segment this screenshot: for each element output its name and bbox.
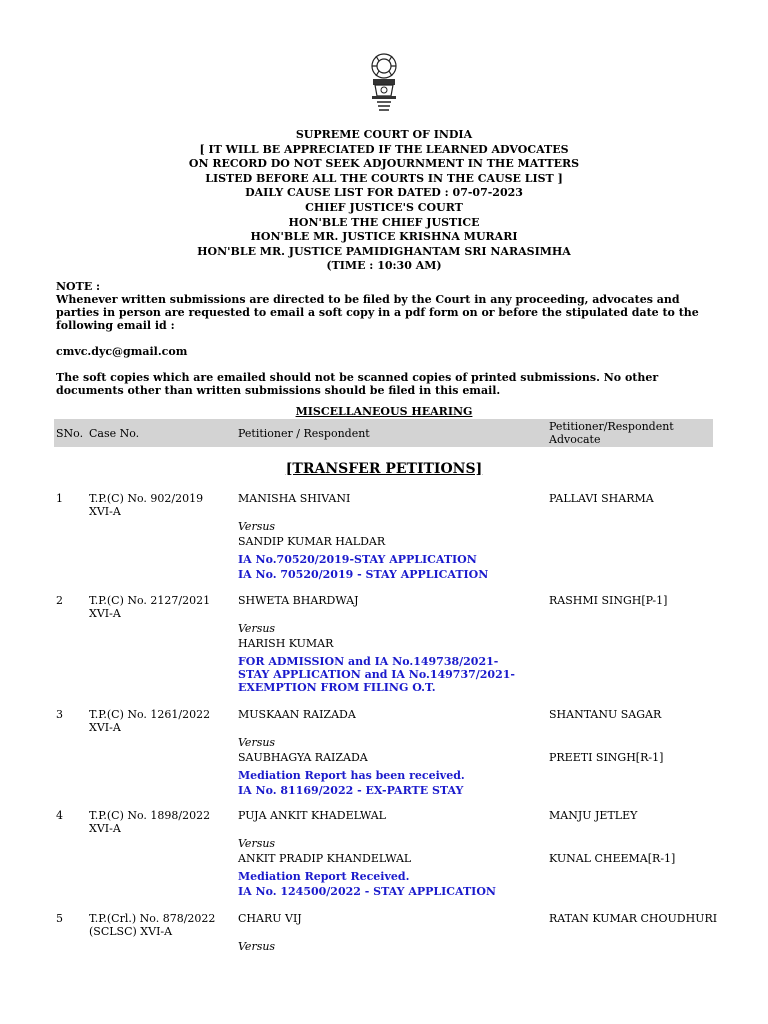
ia-detail: IA No. 124500/2022 - STAY APPLICATION xyxy=(238,885,496,898)
national-emblem-icon xyxy=(366,52,402,124)
ia-detail: IA No. 81169/2022 - EX-PARTE STAY xyxy=(238,784,464,797)
note-email: cmvc.dyc@gmail.com xyxy=(56,345,188,358)
group-title: [TRANSFER PETITIONS] xyxy=(285,461,483,477)
respondent-advocate: PREETI SINGH[R-1] xyxy=(549,751,664,764)
ia-detail: IA No.70520/2019-STAY APPLICATION xyxy=(238,553,477,566)
row-parties xyxy=(238,912,528,953)
case-section: XVI-A xyxy=(89,721,121,734)
cause-list-date: DAILY CAUSE LIST FOR DATED : 07-07-2023 xyxy=(245,186,523,200)
row-sno: 1 xyxy=(56,492,63,505)
notice-line-2: ON RECORD DO NOT SEEK ADJOURNMENT IN THE MATTERS xyxy=(188,157,580,171)
versus-label: Versus xyxy=(238,940,276,953)
versus-label: Versus xyxy=(238,622,276,635)
row-advocates xyxy=(549,809,729,865)
row-advocates xyxy=(549,708,729,764)
case-section: XVI-A xyxy=(89,607,121,620)
note-paragraph-2: The soft copies which are emailed should not be scanned copies of printed submissions. No other documents other than written submissions should be filed in this email. xyxy=(56,371,659,397)
respondent-name: SANDIP KUMAR HALDAR xyxy=(238,535,386,548)
court-title: CHIEF JUSTICE'S COURT xyxy=(305,200,463,214)
note-paragraph-1: Whenever written submissions are directed to be filed by the Court in any proceeding, advocates and parties in person are requested to email a soft copy in a pdf form on or before the stipulated date to the following email id : xyxy=(56,293,699,332)
row-sno: 2 xyxy=(56,594,63,607)
row-parties xyxy=(238,594,528,696)
row-parties xyxy=(238,492,528,583)
versus-label: Versus xyxy=(238,736,276,749)
case-number: T.P.(Crl.) No. 878/2022 xyxy=(89,912,216,925)
respondent-advocate: KUNAL CHEEMA[R-1] xyxy=(549,852,676,865)
header-advocate-line-1: Petitioner/Respondent xyxy=(549,420,674,433)
note-label: NOTE : xyxy=(56,280,101,293)
row-parties xyxy=(238,708,528,799)
document-header xyxy=(0,128,768,274)
row-advocates xyxy=(549,594,729,607)
row-case-no xyxy=(89,492,229,518)
row-sno: 4 xyxy=(56,809,63,822)
header-case-no: Case No. xyxy=(89,427,140,440)
petitioner-name: MANISHA SHIVANI xyxy=(238,492,351,505)
ia-detail: IA No. 70520/2019 - STAY APPLICATION xyxy=(238,568,489,581)
row-case-no xyxy=(89,809,229,835)
notes-section xyxy=(56,280,716,397)
petitioner-advocate: MANJU JETLEY xyxy=(549,809,638,822)
notice-line-3: LISTED BEFORE ALL THE COURTS IN THE CAUSE LIST ] xyxy=(205,171,563,185)
table-header xyxy=(54,419,713,447)
versus-label: Versus xyxy=(238,520,276,533)
hearing-time: (TIME : 10:30 AM) xyxy=(326,259,442,273)
court-name: SUPREME COURT OF INDIA xyxy=(295,128,473,141)
row-case-no xyxy=(89,594,229,620)
case-section: (SCLSC) XVI-A xyxy=(89,925,173,938)
row-advocates xyxy=(549,492,729,505)
case-section: XVI-A xyxy=(89,822,121,835)
header-parties: Petitioner / Respondent xyxy=(238,427,370,440)
case-number: T.P.(C) No. 1261/2022 xyxy=(89,708,211,721)
header-sno: SNo. xyxy=(56,427,84,440)
row-sno: 3 xyxy=(56,708,63,721)
petitioner-advocate: RATAN KUMAR CHOUDHURI xyxy=(549,912,718,925)
versus-label: Versus xyxy=(238,837,276,850)
petitioner-name: PUJA ANKIT KHADELWAL xyxy=(238,809,386,822)
notice-line-1: [ IT WILL BE APPRECIATED IF THE LEARNED ADVOCATES xyxy=(199,142,569,156)
bench-judge-3: HON'BLE MR. JUSTICE PAMIDIGHANTAM SRI NARASIMHA xyxy=(197,244,571,258)
petitioner-advocate: PALLAVI SHARMA xyxy=(549,492,654,505)
section-title: MISCELLANEOUS HEARING xyxy=(295,405,473,418)
case-section: XVI-A xyxy=(89,505,121,518)
row-case-no xyxy=(89,912,229,938)
case-number: T.P.(C) No. 902/2019 xyxy=(89,492,204,505)
bench-judge-1: HON'BLE THE CHIEF JUSTICE xyxy=(288,215,480,229)
row-sno: 5 xyxy=(56,912,63,925)
ia-detail: Mediation Report Received. xyxy=(238,870,410,883)
header-advocate-line-2: Advocate xyxy=(549,433,601,446)
case-number: T.P.(C) No. 1898/2022 xyxy=(89,809,211,822)
petitioner-advocate: SHANTANU SAGAR xyxy=(549,708,662,721)
petitioner-name: SHWETA BHARDWAJ xyxy=(238,594,359,607)
respondent-name: SAUBHAGYA RAIZADA xyxy=(238,751,368,764)
row-parties xyxy=(238,809,528,900)
ia-detail: Mediation Report has been received. xyxy=(238,769,465,782)
petitioner-name: MUSKAAN RAIZADA xyxy=(238,708,356,721)
row-case-no xyxy=(89,708,229,734)
ia-detail: FOR ADMISSION and IA No.149738/2021-STAY APPLICATION and IA No.149737/2021-EXEMPTION FROM FILING O.T. xyxy=(238,655,515,694)
case-number: T.P.(C) No. 2127/2021 xyxy=(89,594,211,607)
bench-judge-2: HON'BLE MR. JUSTICE KRISHNA MURARI xyxy=(250,230,518,244)
row-advocates xyxy=(549,912,729,925)
respondent-name: HARISH KUMAR xyxy=(238,637,334,650)
petitioner-name: CHARU VIJ xyxy=(238,912,302,925)
respondent-name: ANKIT PRADIP KHANDELWAL xyxy=(238,852,412,865)
petitioner-advocate: RASHMI SINGH[P-1] xyxy=(549,594,668,607)
